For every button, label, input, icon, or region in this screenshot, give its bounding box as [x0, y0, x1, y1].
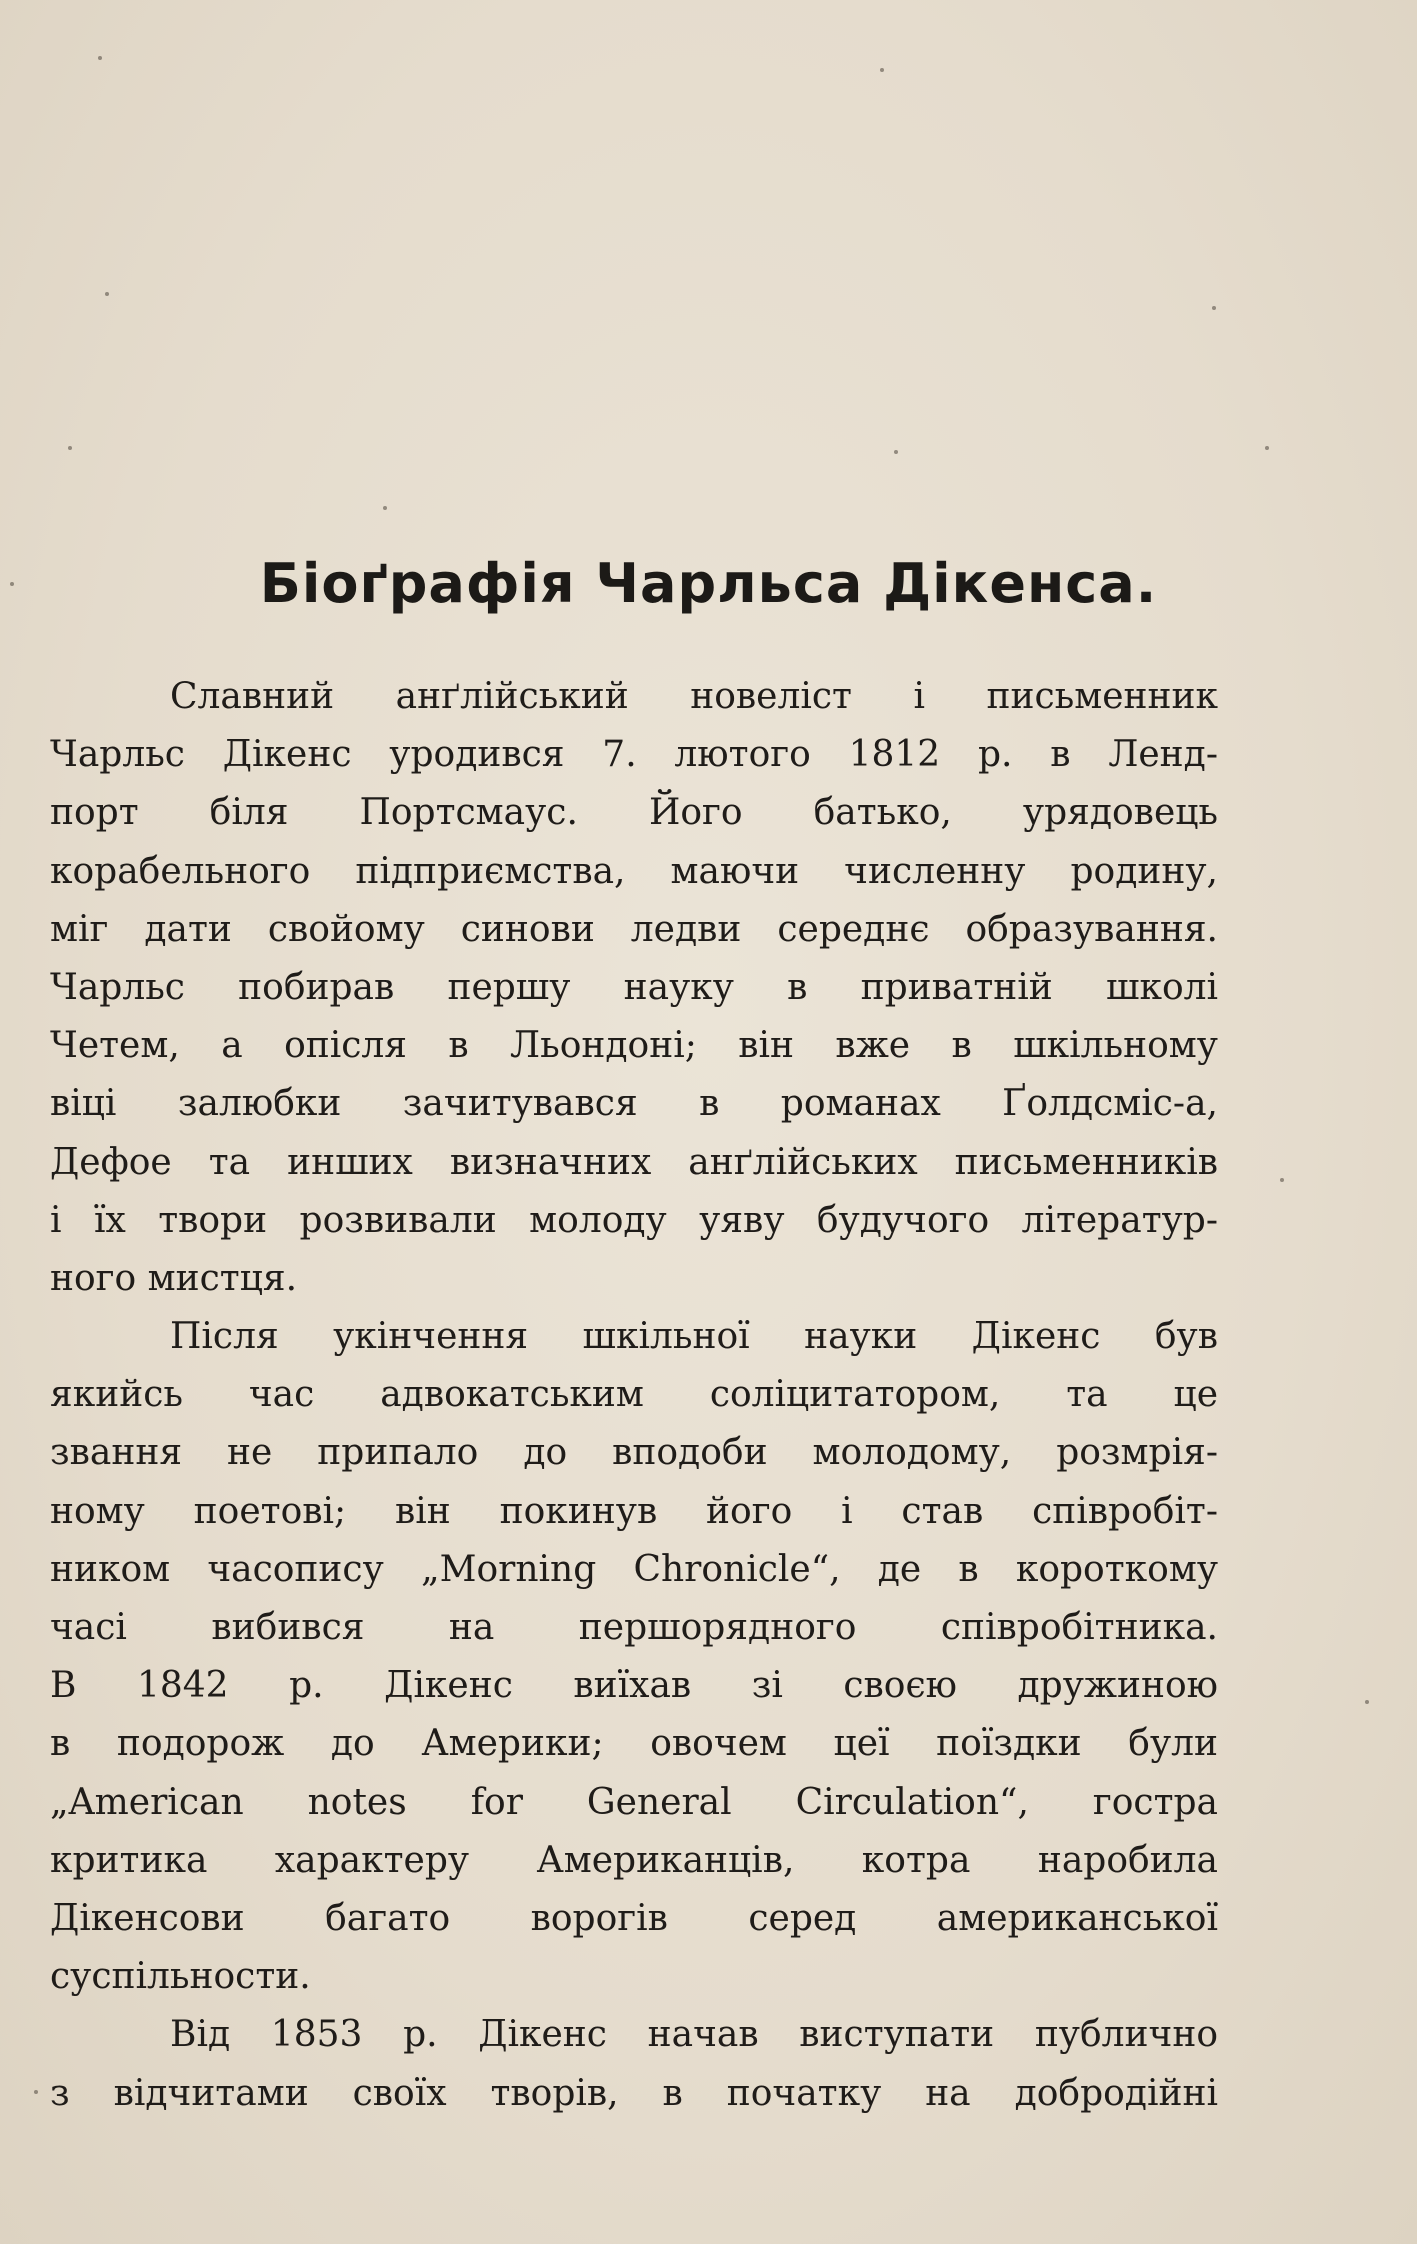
- text-line: ного мистця.: [50, 1257, 298, 1299]
- text-line: ному поетові; він покинув його і став співробіт-: [50, 1490, 1218, 1532]
- text-line: міг дати свойому синови ледви середнє образування.: [50, 908, 1218, 950]
- text-line: В 1842 р. Дікенс виїхав зі своєю дружиною: [50, 1665, 1218, 1707]
- paper-speck: [1212, 306, 1216, 310]
- text-line: Славний анґлійський новеліст і письменник: [170, 676, 1218, 717]
- text-line: в подорож до Америки; овочем цеї поїздки були: [50, 1723, 1218, 1765]
- text-line: Четем, а опісля в Льондоні; він вже в шкільному: [50, 1025, 1218, 1067]
- text-line: і їх твори розвивали молоду уяву будучого літератур-: [50, 1199, 1218, 1241]
- text-line: „American notes for General Circulation“, гостра: [50, 1781, 1218, 1823]
- text-line: критика характеру Американців, котра наробила: [50, 1839, 1218, 1881]
- paper-speck: [68, 446, 72, 450]
- text-line: Після укінчення шкільної науки Дікенс був: [170, 1316, 1218, 1358]
- text-line: часі вибився на першорядного співробітника.: [50, 1607, 1218, 1648]
- text-line: Чарльс побирав першу науку в приватній школі: [50, 966, 1218, 1008]
- paper-speck: [880, 68, 884, 72]
- paper-speck: [1265, 446, 1269, 450]
- paper-speck: [1280, 1178, 1284, 1182]
- text-line: якийсь час адвокатським соліцитатором, та це: [50, 1374, 1218, 1416]
- paper-speck: [383, 506, 387, 510]
- text-line: Від 1853 р. Дікенс начав виступати публично: [170, 2014, 1218, 2056]
- paper-speck: [34, 2090, 38, 2094]
- text-line: ником часопису „Morning Chronicle“, де в короткому: [50, 1548, 1218, 1590]
- body-text: [50, 668, 1218, 2123]
- paper-speck: [98, 56, 102, 60]
- text-line: Дефое та инших визначних анґлійських письменників: [50, 1141, 1218, 1183]
- page-title: Біоґрафія Чарльса Дікенса.: [259, 552, 1158, 615]
- text-line: звання не припало до вподоби молодому, розмрія-: [50, 1432, 1218, 1474]
- text-line: Дікенсови багато ворогів серед американської: [50, 1897, 1218, 1939]
- text-line: віці залюбки зачитувався в романах Ґолдсміс-а,: [50, 1083, 1218, 1125]
- text-line: порт біля Портсмаус. Його батько, урядовець: [50, 792, 1218, 834]
- paper-speck: [1365, 1700, 1369, 1704]
- text-line: з відчитами своїх творів, в початку на добродійні: [50, 2072, 1218, 2114]
- paper-speck: [894, 450, 898, 454]
- text-line: суспільности.: [50, 1956, 311, 1998]
- text-line: Чарльс Дікенс уродився 7. лютого 1812 р. в Ленд-: [50, 734, 1218, 776]
- text-line: корабельного підприємства, маючи численну родину,: [50, 850, 1218, 892]
- paper-speck: [105, 292, 109, 296]
